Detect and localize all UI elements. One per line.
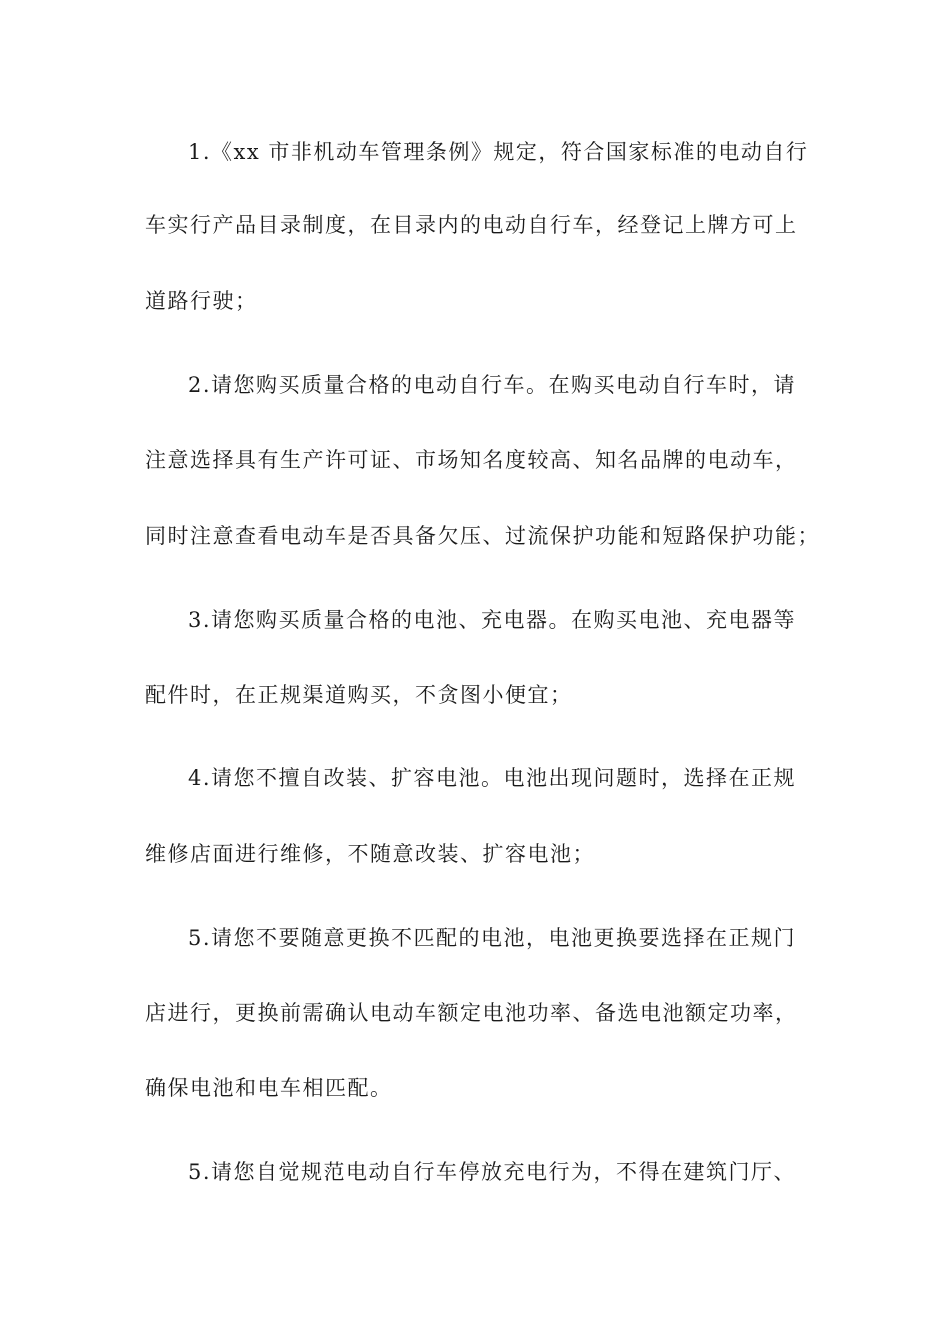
paragraph-5-line-3: 确保电池和电车相匹配。 (145, 1076, 393, 1100)
paragraph-3-line-1: 3.请您购买质量合格的电池、充电器。在购买电池、充电器等 (188, 608, 797, 632)
paragraph-1-line-2: 车实行产品目录制度，在目录内的电动自行车，经登记上牌方可上 (145, 213, 798, 237)
paragraph-2-line-3: 同时注意查看电动车是否具备欠压、过流保护功能和短路保护功能； (145, 524, 820, 548)
paragraph-2-line-1: 2.请您购买质量合格的电动自行车。在购买电动自行车时，请 (188, 373, 797, 397)
paragraph-3-line-2: 配件时，在正规渠道购买，不贪图小便宜； (145, 683, 573, 707)
paragraph-5-line-2: 店进行，更换前需确认电动车额定电池功率、备选电池额定功率， (145, 1001, 798, 1025)
paragraph-6-line-1: 5.请您自觉规范电动自行车停放充电行为，不得在建筑门厅、 (188, 1160, 797, 1184)
paragraph-5-line-1: 5.请您不要随意更换不匹配的电池，电池更换要选择在正规门 (188, 926, 797, 950)
paragraph-1-line-3: 道路行驶； (145, 289, 258, 313)
paragraph-1-line-1: 1.《xx 市非机动车管理条例》规定，符合国家标准的电动自行 (188, 140, 809, 164)
paragraph-4-line-2: 维修店面进行维修，不随意改装、扩容电池； (145, 842, 595, 866)
paragraph-2-line-2: 注意选择具有生产许可证、市场知名度较高、知名品牌的电动车， (145, 448, 798, 472)
paragraph-4-line-1: 4.请您不擅自改装、扩容电池。电池出现问题时，选择在正规 (188, 766, 797, 790)
